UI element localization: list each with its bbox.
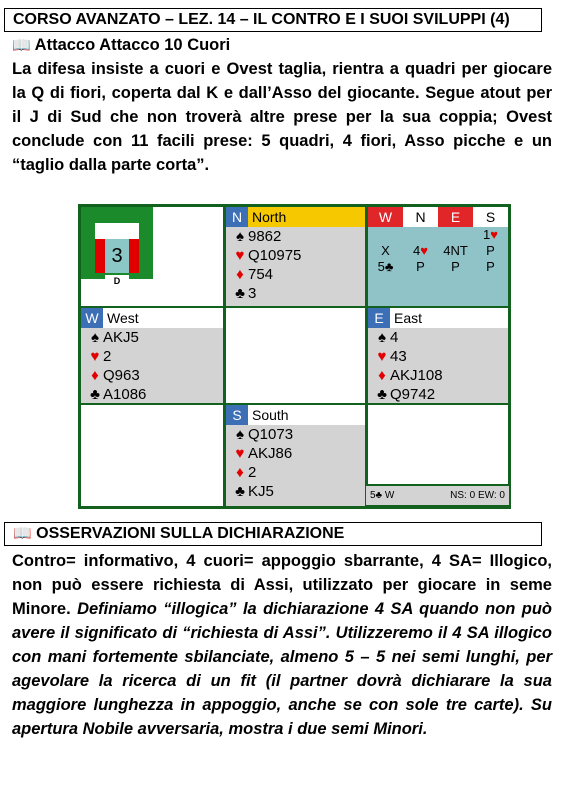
observations-italic: Definiamo “illogica” la dichiarazione 4 SA quando non può avere il significato di “richiesta di Assi”. Utilizzeremo il 4 SA illogico con mani fortemente sbilanciate, almeno 5 – 5 nei semi lunghi, per agevolare la ricerca di un fit (il partner dovrà dichiarare la sua maggiore lunghezza in appoggio, anche se con sole tre carte). Su apertura Nobile avversaria, mostra i due semi Minori. bbox=[12, 600, 552, 738]
north-clubs: ♣ 3 bbox=[232, 284, 365, 303]
club-icon: ♣ bbox=[90, 386, 100, 403]
east-spades: ♠ 4 bbox=[374, 328, 508, 347]
board-number-cell bbox=[81, 207, 223, 306]
south-seat-badge: S bbox=[226, 405, 248, 425]
east-seat-badge: E bbox=[368, 308, 390, 328]
auction-row: 5♣ P P P bbox=[377, 259, 495, 274]
diamond-icon: ♦ bbox=[91, 367, 99, 384]
west-name: West bbox=[107, 310, 139, 326]
bridge-deal-diagram bbox=[78, 204, 511, 509]
east-name: East bbox=[394, 310, 423, 326]
dealer-mark: D bbox=[105, 275, 129, 287]
status-bar bbox=[366, 486, 509, 505]
observations-title: OSSERVAZIONI SULLA DICHIARAZIONE bbox=[36, 525, 345, 542]
east-hearts: ♥ 43 bbox=[374, 347, 508, 366]
auction-header bbox=[368, 207, 508, 227]
west-diamonds: ♦ Q963 bbox=[87, 366, 223, 385]
heart-icon: ♥ bbox=[90, 348, 100, 365]
empty-cell bbox=[81, 405, 223, 506]
club-icon: ♣ bbox=[377, 386, 387, 403]
diamond-icon: ♦ bbox=[378, 367, 386, 384]
west-spades: ♠ AKJ5 bbox=[87, 328, 223, 347]
book-icon: 📖 bbox=[12, 37, 31, 54]
north-seat-badge: N bbox=[226, 207, 248, 227]
east-diamonds: ♦ AKJ108 bbox=[374, 366, 508, 385]
north-diamonds: ♦ 754 bbox=[232, 265, 365, 284]
north-hearts: ♥ Q10975 bbox=[232, 246, 365, 265]
heart-icon: ♥ bbox=[377, 348, 387, 365]
west-clubs: ♣ A1086 bbox=[87, 385, 223, 404]
contract-label: 5♣ W bbox=[370, 490, 395, 501]
north-name: North bbox=[252, 209, 287, 225]
spade-icon: ♠ bbox=[378, 329, 386, 346]
auction-row: 1♥ bbox=[483, 227, 498, 242]
auction-row: X 4♥ 4NT P bbox=[381, 243, 495, 258]
south-spades: ♠ Q1073 bbox=[232, 425, 365, 444]
board-card bbox=[95, 223, 139, 286]
north-hand bbox=[226, 207, 365, 306]
observations-header bbox=[4, 522, 542, 546]
south-clubs: ♣ KJ5 bbox=[232, 482, 365, 501]
auction-col-west: W bbox=[368, 207, 403, 227]
lesson-title-header bbox=[4, 8, 542, 32]
opening-lead-line bbox=[12, 33, 552, 58]
west-hearts: ♥ 2 bbox=[87, 347, 223, 366]
auction-col-east: E bbox=[438, 207, 473, 227]
club-icon: ♣ bbox=[235, 483, 245, 500]
board-number: 3 bbox=[105, 239, 129, 273]
south-hand bbox=[226, 405, 365, 506]
play-description: La difesa insiste a cuori e Ovest taglia, rientra a quadri per giocare la Q di fiori, coperta dal K e dall’Asso del giocante. Segue atout per il J di Sud che non troverà altre prese per la sua coppia; Ovest conclude con 11 facili prese: 5 quadri, 4 fiori, Asso picche e un “taglio dalla parte corta”. bbox=[12, 60, 552, 174]
center-table bbox=[226, 308, 365, 403]
heart-icon: ♥ bbox=[235, 445, 245, 462]
east-hand bbox=[368, 308, 508, 403]
observations-text bbox=[12, 549, 552, 741]
auction-box bbox=[368, 207, 508, 306]
result-cell bbox=[368, 405, 508, 484]
spade-icon: ♠ bbox=[91, 329, 99, 346]
south-hearts: ♥ AKJ86 bbox=[232, 444, 365, 463]
heart-icon: ♥ bbox=[235, 247, 245, 264]
club-icon: ♣ bbox=[235, 285, 245, 302]
book-icon: 📖 bbox=[13, 525, 32, 542]
lesson-title: CORSO AVANZATO – LEZ. 14 – IL CONTRO E I SUOI SVILUPPI (4) bbox=[13, 11, 510, 28]
north-spades: ♠ 9862 bbox=[232, 227, 365, 246]
spade-icon: ♠ bbox=[236, 426, 244, 443]
spade-icon: ♠ bbox=[236, 228, 244, 245]
west-seat-badge: W bbox=[81, 308, 103, 328]
diamond-icon: ♦ bbox=[236, 464, 244, 481]
score-label: NS: 0 EW: 0 bbox=[450, 490, 505, 501]
south-diamonds: ♦ 2 bbox=[232, 463, 365, 482]
east-clubs: ♣ Q9742 bbox=[374, 385, 508, 404]
heart-icon: ♥ bbox=[490, 227, 498, 242]
opening-lead-text: Attacco Attacco 10 Cuori bbox=[34, 36, 231, 54]
observations-plain: Contro= informativo, 4 cuori= appoggio sbarrante, 4 SA= Illogico, non può essere richiesta di Assi, utilizzato per giocare in seme Minore. bbox=[12, 552, 552, 618]
south-name: South bbox=[252, 407, 289, 423]
west-hand bbox=[81, 308, 223, 403]
auction-col-south: S bbox=[473, 207, 508, 227]
diamond-icon: ♦ bbox=[236, 266, 244, 283]
auction-col-north: N bbox=[403, 207, 438, 227]
heart-icon: ♥ bbox=[420, 243, 428, 258]
